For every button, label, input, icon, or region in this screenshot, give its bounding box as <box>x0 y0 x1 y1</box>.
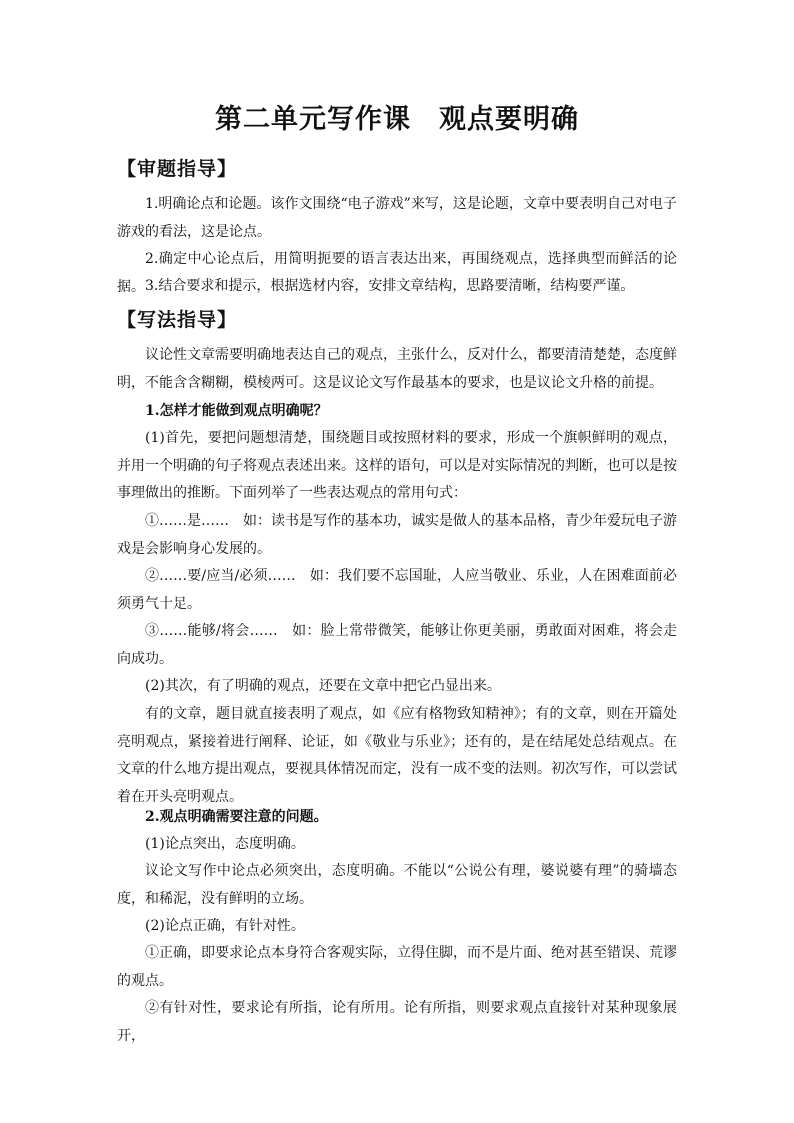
paragraph: 1.明确论点和论题。该作文围绕“电子游戏”来写，这是论题，文章中要表明自己对电子游戏的看法，这是论点。 <box>117 196 677 240</box>
paragraph: 3.结合要求和提示，根据选材内容，安排文章结构，思路要清晰，结构要严谨。 <box>145 278 635 294</box>
subheading: 1.怎样才能做到观点明确呢？ <box>145 403 328 419</box>
paragraph: 2.确定中心论点后，用简明扼要的语言表达出来，再围绕观点，选择典型而鲜活的论据。 <box>117 251 677 295</box>
section-heading-review: 【审题指导】 <box>117 158 238 180</box>
section-heading-writing: 【写法指导】 <box>117 309 238 331</box>
paragraph: ②有针对性，要求论有所指，论有所用。论有所指，则要求观点直接针对某种现象展开， <box>117 1000 677 1044</box>
paragraph: (2)其次，有了明确的观点，还要在文章中把它凸显出来。 <box>145 678 501 694</box>
paragraph: 有的文章，题目就直接表明了观点，如《应有格物致知精神》；有的文章，则在开篇处亮明观点，紧接着进行阐释、论证，如《敬业与乐业》；还有的，是在结尾处总结观点。在文章的什么地方提出观点，要视具体情况而定，没有一成不变的法则。初次写作，可以尝试着在开头亮明观点。 <box>117 706 677 805</box>
paragraph: ①……是…… 如：读书是写作的基本功，诚实是做人的基本品格，青少年爱玩电子游戏是会影响身心发展的。 <box>117 513 677 557</box>
paragraph: (1)首先，要把问题想清楚，围绕题目或按照材料的要求，形成一个旗帜鲜明的观点，并用一个明确的句子将观点表述出来。这样的语句，可以是对实际情况的判断，也可以是按事理做出的推断。下面列举了一些表达观点的常用句式： <box>117 430 677 501</box>
paragraph: 议论性文章需要明确地表达自己的观点，主张什么，反对什么，都要清清楚楚，态度鲜明，不能含含糊糊，模棱两可。这是议论文写作最基本的要求，也是议论文升格的前提。 <box>117 347 677 391</box>
paragraph: ③……能够/将会…… 如：脸上常带微笑，能够让你更美丽，勇敢面对困难，将会走向成功。 <box>117 623 677 667</box>
paragraph: (2)论点正确，有针对性。 <box>145 918 305 934</box>
paragraph: 议论文写作中论点必须突出，态度明确。不能以“公说公有理，婆说婆有理”的骑墙态度，和稀泥，没有鲜明的立场。 <box>117 863 677 907</box>
subheading: 2.观点明确需要注意的问题。 <box>145 809 328 825</box>
paragraph: ①正确，即要求论点本身符合客观实际，立得住脚，而不是片面、绝对甚至错误、荒谬的观点。 <box>117 945 677 989</box>
page-title: 第二单元写作课 观点要明确 <box>215 104 579 135</box>
paragraph: ②……要/应当/必须…… 如：我们要不忘国耻，人应当敬业、乐业，人在困难面前必须勇气十足。 <box>117 568 677 612</box>
paragraph: (1)论点突出，态度明确。 <box>145 836 305 852</box>
